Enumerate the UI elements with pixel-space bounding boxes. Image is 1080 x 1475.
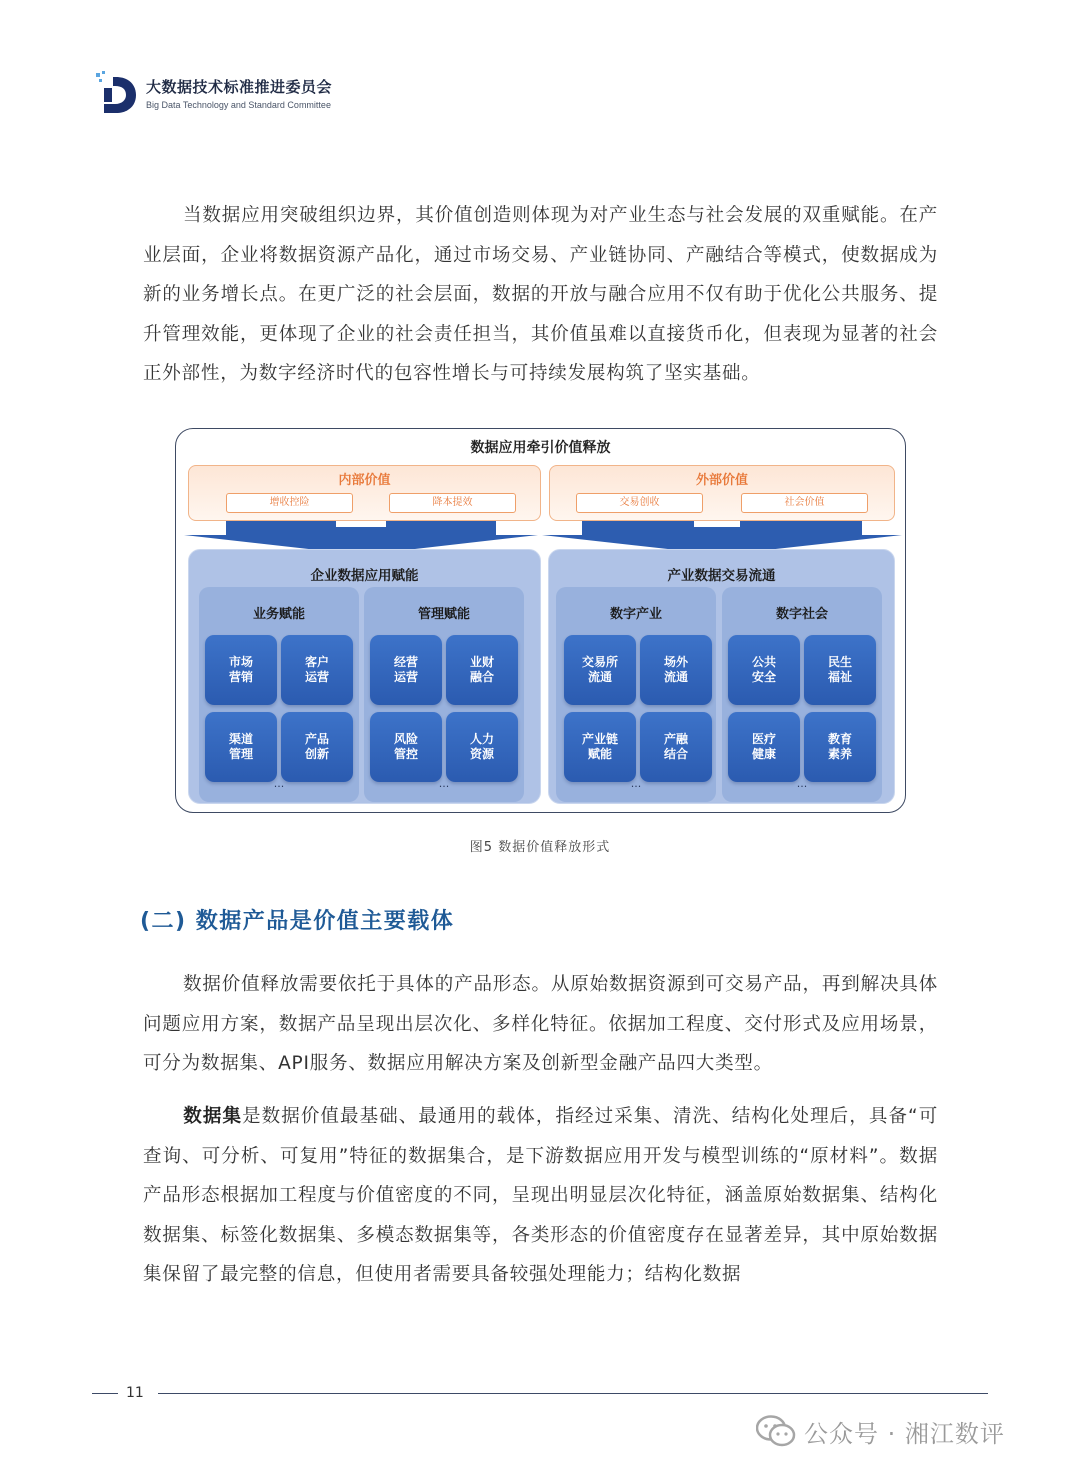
internal-value-box bbox=[188, 465, 541, 521]
group-title: 数字产业 bbox=[609, 607, 662, 622]
internal-value-item: 降本提效 bbox=[389, 493, 516, 513]
tile bbox=[446, 635, 518, 705]
tile-label: 交易所流通 bbox=[581, 655, 618, 684]
external-value-title: 外部价值 bbox=[695, 473, 748, 488]
org-name-cn: 大数据技术标准推进委员会 bbox=[146, 78, 333, 96]
tile bbox=[728, 635, 800, 705]
more-indicator: ... bbox=[438, 777, 450, 790]
footer-rule-right bbox=[158, 1393, 988, 1394]
tile bbox=[281, 712, 353, 782]
tile bbox=[728, 712, 800, 782]
tile-label: 产融结合 bbox=[663, 732, 688, 761]
value-release-diagram bbox=[175, 428, 906, 813]
bold-term: 数据集 bbox=[183, 1106, 243, 1127]
external-value-item: 交易创收 bbox=[576, 493, 703, 513]
internal-value-title: 内部价值 bbox=[338, 473, 391, 488]
group-management bbox=[364, 587, 524, 802]
tile-label: 风险管控 bbox=[393, 732, 418, 761]
tile bbox=[640, 635, 712, 705]
tile bbox=[804, 635, 876, 705]
tile bbox=[205, 712, 277, 782]
paragraph-text: 是数据价值最基础、最通用的载体，指经过采集、清洗、结构化处理后，具备“可查询、可分析、可复用”特征的数据集合，是下游数据应用开发与模型训练的“原材料”。数据产品形态根据加工程度与价值密度的不同，呈现出明显层次化特征，涵盖原始数据集、结构化数据集、标签化数据集、多模态数据集等，各类形态的价值密度存在显著差异，其中原始数据集保留了最完整的信息，但使用者需要具备较强处理能力；结构化数据 bbox=[143, 1106, 939, 1285]
tile-label: 产品创新 bbox=[304, 732, 329, 761]
body-paragraph-2 bbox=[143, 965, 938, 1084]
more-indicator: ... bbox=[796, 777, 808, 790]
tile-label: 渠道管理 bbox=[228, 732, 253, 761]
internal-value-item: 增收控险 bbox=[226, 493, 353, 513]
tile-label: 公共安全 bbox=[751, 655, 776, 684]
paragraph-text: 当数据应用突破组织边界，其价值创造则体现为对产业生态与社会发展的双重赋能。在产业层面，企业将数据资源产品化，通过市场交易、产业链协同、产融结合等模式，使数据成为新的业务增长点。在更广泛的社会层面，数据的开放与融合应用不仅有助于优化公共服务、提升管理效能，更体现了企业的社会责任担当，其价值虽难以直接货币化，但表现为显著的社会正外部性，为数字经济时代的包容性增长与可持续发展构筑了坚实基础。 bbox=[143, 205, 938, 384]
org-name-en: Big Data Technology and Standard Committee bbox=[146, 100, 331, 110]
tile-label: 业财融合 bbox=[469, 655, 494, 684]
tile bbox=[564, 635, 636, 705]
group-title: 数字社会 bbox=[775, 607, 828, 622]
tile-label: 经营运营 bbox=[393, 655, 418, 684]
group-digital-industry bbox=[556, 587, 716, 802]
tile-label: 民生福祉 bbox=[827, 655, 852, 684]
tile-label: 场外流通 bbox=[663, 655, 688, 684]
group-digital-society bbox=[722, 587, 882, 802]
tile bbox=[205, 635, 277, 705]
tile-label: 教育素养 bbox=[827, 732, 852, 761]
tile bbox=[370, 635, 442, 705]
section-title: (二) 数据产品是价值主要载体 bbox=[140, 909, 455, 934]
tile-label: 市场营销 bbox=[228, 655, 253, 684]
region-industry bbox=[548, 549, 895, 804]
region-title: 企业数据应用赋能 bbox=[310, 568, 419, 584]
watermark bbox=[756, 1413, 1005, 1449]
external-value-item: 社会价值 bbox=[741, 493, 868, 513]
body-paragraph-3 bbox=[143, 1097, 938, 1295]
body-paragraph-1 bbox=[143, 196, 938, 394]
page-header bbox=[96, 70, 332, 116]
external-value-box bbox=[549, 465, 895, 521]
group-business bbox=[199, 587, 359, 802]
tile bbox=[446, 712, 518, 782]
tile-label: 人力资源 bbox=[469, 732, 494, 761]
tile bbox=[564, 712, 636, 782]
region-enterprise bbox=[188, 549, 541, 804]
group-title: 管理赋能 bbox=[417, 607, 470, 622]
page-number: 11 bbox=[126, 1385, 144, 1401]
wechat-icon bbox=[756, 1414, 796, 1448]
diagram-title: 数据应用牵引价值释放 bbox=[470, 440, 611, 456]
figure-caption: 图5 数据价值释放形式 bbox=[469, 840, 611, 855]
tile-label: 客户运营 bbox=[304, 655, 329, 684]
group-title: 业务赋能 bbox=[252, 607, 305, 622]
more-indicator: ... bbox=[630, 777, 642, 790]
tile bbox=[370, 712, 442, 782]
committee-logo-icon bbox=[96, 71, 138, 115]
watermark-text: 公众号 · 湘江数评 bbox=[804, 1419, 1005, 1448]
region-title: 产业数据交易流通 bbox=[667, 568, 776, 584]
tile bbox=[804, 712, 876, 782]
tile bbox=[640, 712, 712, 782]
footer-rule-left bbox=[92, 1393, 118, 1394]
paragraph-text: 数据价值释放需要依托于具体的产品形态。从原始数据资源到可交易产品，再到解决具体问题应用方案，数据产品呈现出层次化、多样化特征。依据加工程度、交付形式及应用场景，可分为数据集、API服务、数据应用解决方案及创新型金融产品四大类型。 bbox=[143, 974, 938, 1074]
tile bbox=[281, 635, 353, 705]
tile-label: 医疗健康 bbox=[751, 732, 776, 761]
tile-label: 产业链赋能 bbox=[581, 732, 618, 761]
more-indicator: ... bbox=[273, 777, 285, 790]
